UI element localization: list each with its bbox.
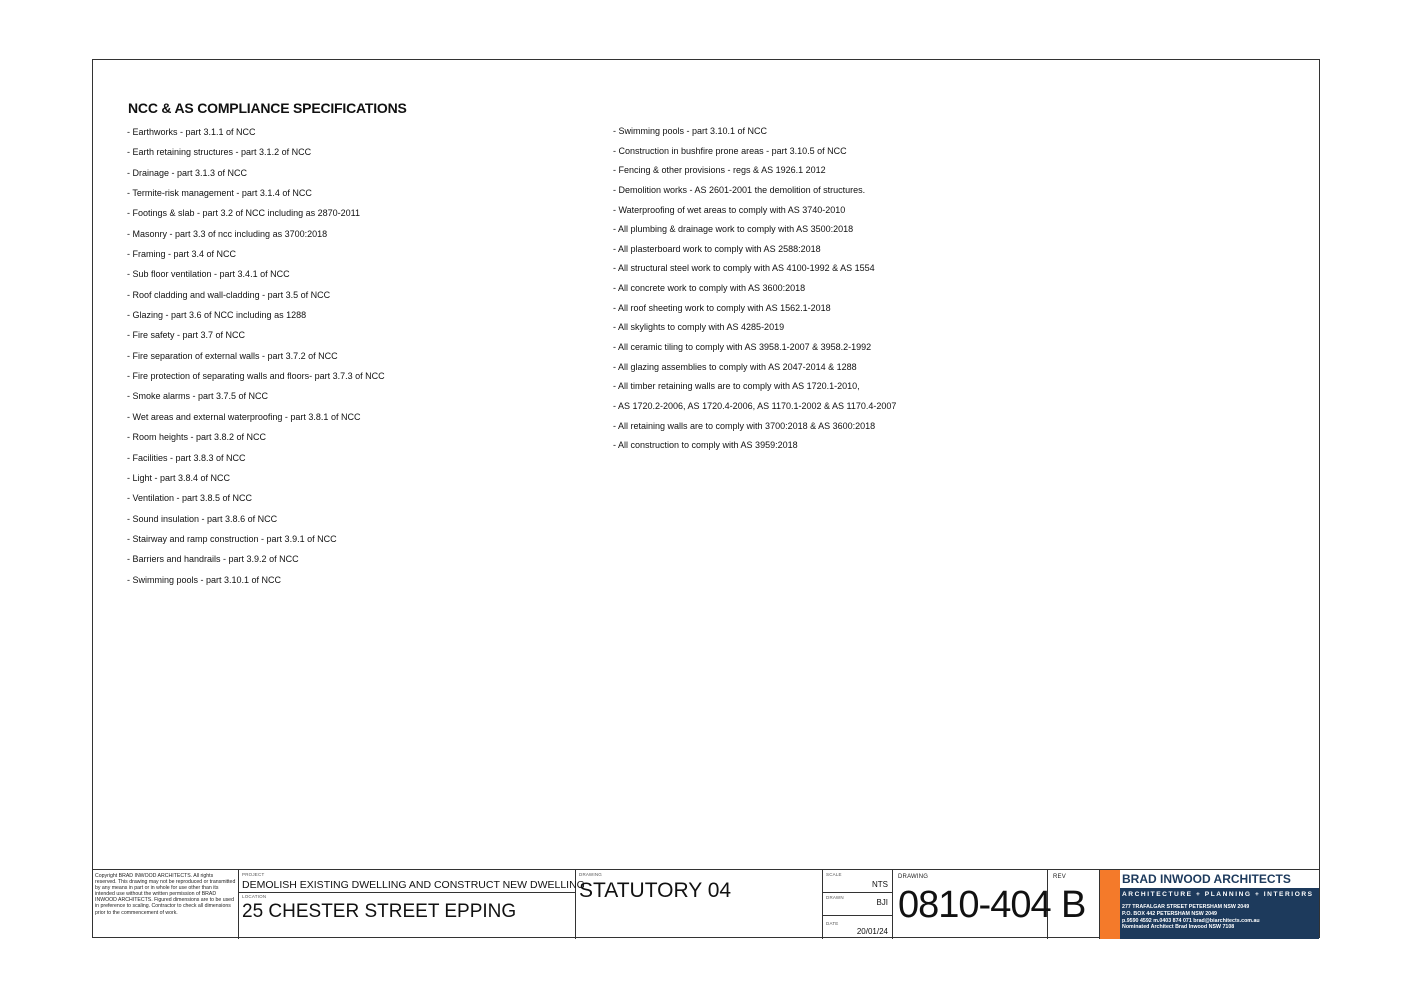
spec-item: - All construction to comply with AS 3959:2018 xyxy=(613,440,798,451)
spec-item: - Demolition works - AS 2601-2001 the demolition of structures. xyxy=(613,184,866,195)
compliance-list-left xyxy=(127,127,385,595)
spec-item: - Waterproofing of wet areas to comply with AS 3740-2010 xyxy=(613,204,846,215)
brand-accent-bar xyxy=(1100,870,1120,939)
spec-item: - Masonry - part 3.3 of ncc including as 3700:2018 xyxy=(127,228,328,239)
drawing-number: 0810-404 xyxy=(898,884,1051,926)
spec-item: - All skylights to comply with AS 4285-2019 xyxy=(613,322,785,333)
spec-item: - Sound insulation - part 3.8.6 of NCC xyxy=(127,513,278,524)
drawn-value: BJI xyxy=(876,898,888,907)
date-value: 20/01/24 xyxy=(856,927,888,936)
drawn-row xyxy=(823,893,892,916)
brand-address-po: P.O. BOX 442 PETERSHAM NSW 2049 xyxy=(1122,910,1217,917)
spec-item: - All timber retaining walls are to comply with AS 1720.1-2010, xyxy=(613,381,860,392)
spec-item: - Drainage - part 3.1.3 of NCC xyxy=(127,167,248,178)
brand-name: BRAD INWOOD ARCHITECTS xyxy=(1120,870,1319,888)
spec-item: - All structural steel work to comply with AS 4100-1992 & AS 1554 xyxy=(613,263,875,274)
spec-item: - Construction in bushfire prone areas - part 3.10.5 of NCC xyxy=(613,145,847,156)
drawn-label: DRAWN xyxy=(826,895,844,900)
spec-item: - All roof sheeting work to comply with AS 1562.1-2018 xyxy=(613,302,831,313)
spec-item: - Ventilation - part 3.8.5 of NCC xyxy=(127,493,253,504)
spec-item: - Earthworks - part 3.1.1 of NCC xyxy=(127,127,256,137)
spec-item: - Light - part 3.8.4 of NCC xyxy=(127,472,231,483)
spec-item: - Earth retaining structures - part 3.1.2 of NCC xyxy=(127,147,312,158)
drawing-number-label: DRAWING xyxy=(898,874,929,880)
drawing-sheet xyxy=(92,59,1320,938)
compliance-list-right xyxy=(613,126,896,460)
project-cell xyxy=(239,870,585,939)
spec-item: - Smoke alarms - part 3.7.5 of NCC xyxy=(127,391,269,402)
brand-nominated-architect: Nominated Architect Brad Inwood NSW 7108 xyxy=(1122,924,1235,931)
spec-item: - Fire protection of separating walls and floors- part 3.7.3 of NCC xyxy=(127,371,385,382)
page-title: NCC & AS COMPLIANCE SPECIFICATIONS xyxy=(128,100,407,116)
spec-item: - All plumbing & drainage work to comply with AS 3500:2018 xyxy=(613,224,854,235)
spec-item: - All retaining walls are to comply with 3700:2018 & AS 3600:2018 xyxy=(613,420,876,431)
drawing-title-label: DRAWING xyxy=(579,872,602,877)
location-label: LOCATION xyxy=(242,894,267,899)
spec-item: - Swimming pools - part 3.10.1 of NCC xyxy=(613,126,768,136)
spec-item: - Termite-risk management - part 3.1.4 of NCC xyxy=(127,188,312,199)
spec-item: - Fire separation of external walls - part 3.7.2 of NCC xyxy=(127,350,338,361)
scale-label: SCALE xyxy=(826,872,842,877)
spec-item: - Roof cladding and wall-cladding - part 3.5 of NCC xyxy=(127,289,331,300)
copyright-notice: Copyright BRAD INWOOD ARCHITECTS. All rights reserved. This drawing may not be reproduced or transmitted by any means in part or in whole for use other than its intended use without the written permission of BRAD INWOOD ARCHITECTS. Figured dimensions are to be used in preference to scaling. Contractor to check all dimensions prior to the commencement of work. xyxy=(93,870,239,939)
drawing-title: STATUTORY 04 xyxy=(579,879,732,902)
drawing-number-cell xyxy=(893,870,1051,939)
spec-item: - Framing - part 3.4 of NCC xyxy=(127,249,237,260)
spec-item: - Stairway and ramp construction - part 3.9.1 of NCC xyxy=(127,533,337,544)
spec-item: - All ceramic tiling to comply with AS 3958.1-2007 & 3958.2-1992 xyxy=(613,342,872,353)
spec-item: - All plasterboard work to comply with AS 2588:2018 xyxy=(613,243,821,254)
brand-tagline: ARCHITECTURE + PLANNING + INTERIORS xyxy=(1122,891,1314,898)
revision-value: B xyxy=(1061,884,1087,926)
scale-row xyxy=(823,870,892,893)
spec-item: - Facilities - part 3.8.3 of NCC xyxy=(127,452,246,463)
spec-item: - Wet areas and external waterproofing - part 3.8.1 of NCC xyxy=(127,411,361,422)
title-block xyxy=(93,869,1319,939)
revision-label: REV xyxy=(1053,874,1066,880)
spec-item: - Room heights - part 3.8.2 of NCC xyxy=(127,432,267,443)
spec-item: - Fire safety - part 3.7 of NCC xyxy=(127,330,246,341)
meta-cell xyxy=(823,870,893,939)
date-row xyxy=(823,916,892,939)
spec-item: - All concrete work to comply with AS 3600:2018 xyxy=(613,283,806,294)
drawing-title-cell xyxy=(576,870,823,939)
spec-item: - Barriers and handrails - part 3.9.2 of NCC xyxy=(127,554,299,565)
brand-address xyxy=(1122,904,1260,931)
project-label: PROJECT xyxy=(242,872,265,877)
project-row xyxy=(239,870,585,893)
brand-block xyxy=(1120,870,1319,939)
spec-item: - Footings & slab - part 3.2 of NCC including as 2870-2011 xyxy=(127,208,360,219)
date-label: DATE xyxy=(826,921,839,926)
brand-address-street: 277 TRAFALGAR STREET PETERSHAM NSW 2049 xyxy=(1122,904,1250,910)
spec-item: - Glazing - part 3.6 of NCC including as 1288 xyxy=(127,310,307,321)
spec-item: - Swimming pools - part 3.10.1 of NCC xyxy=(127,574,282,585)
spec-item: - AS 1720.2-2006, AS 1720.4-2006, AS 1170.1-2002 & AS 1170.4-2007 xyxy=(613,400,897,411)
brand-contact: p.9590 4592 m.0403 874 071 brad@biarchitects.com.au xyxy=(1122,917,1260,924)
spec-item: - All glazing assemblies to comply with AS 2047-2014 & 1288 xyxy=(613,361,857,372)
project-name: DEMOLISH EXISTING DWELLING AND CONSTRUCT NEW DWELLING xyxy=(242,879,585,891)
scale-value: NTS xyxy=(872,880,888,889)
spec-item: - Sub floor ventilation - part 3.4.1 of NCC xyxy=(127,269,290,280)
spec-item: - Fencing & other provisions - regs & AS 1926.1 2012 xyxy=(613,165,826,176)
revision-cell xyxy=(1048,870,1100,939)
project-location: 25 CHESTER STREET EPPING xyxy=(242,901,517,922)
